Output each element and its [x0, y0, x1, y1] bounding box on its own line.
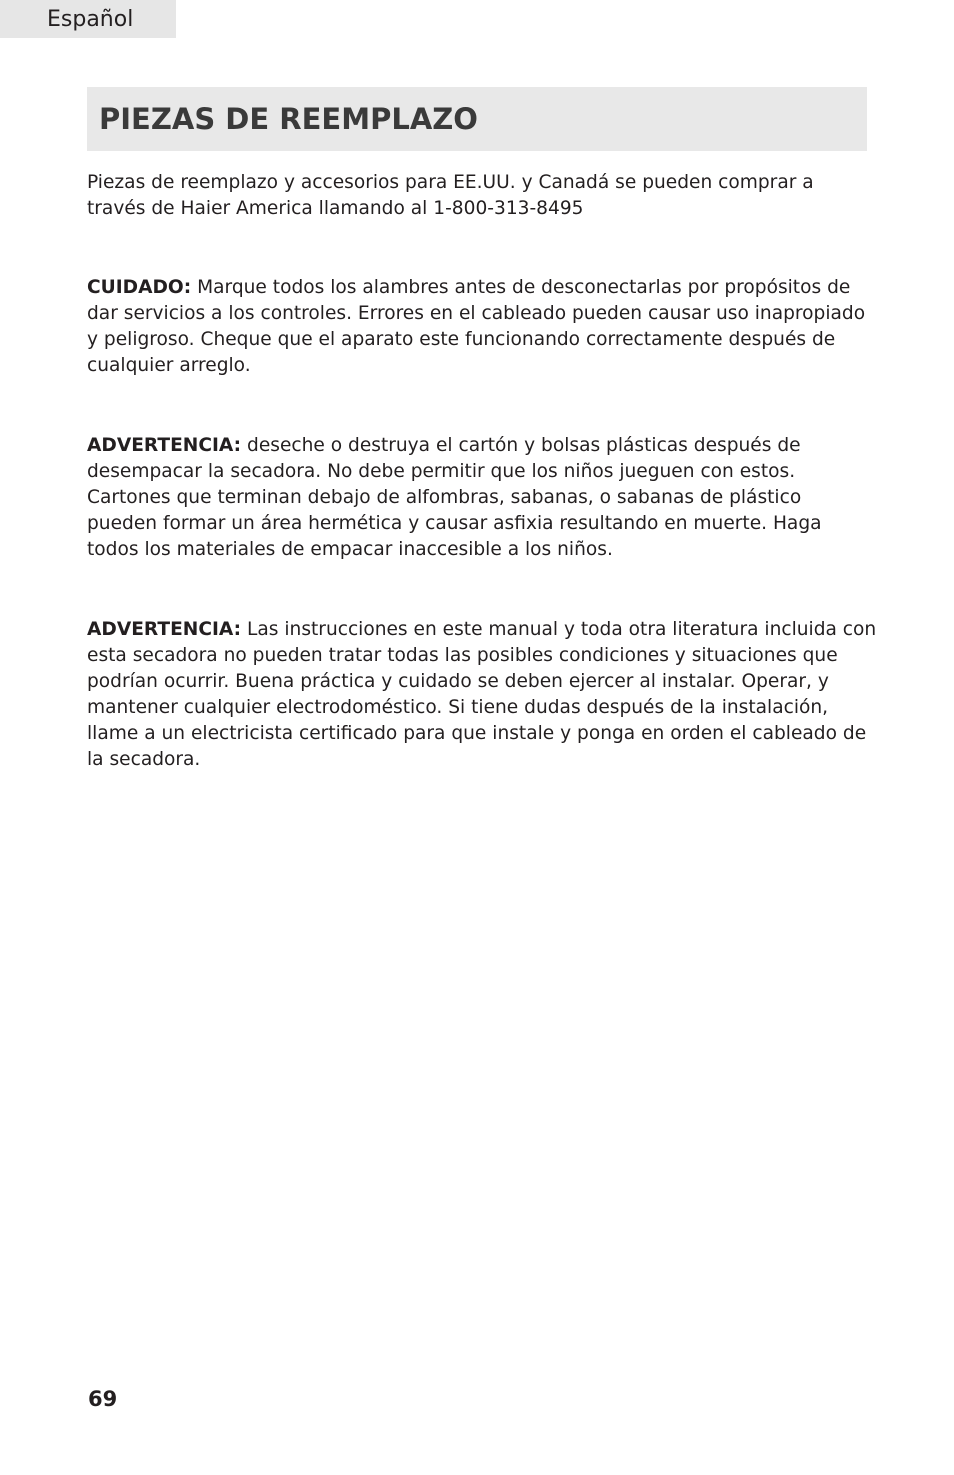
section-title-bar [87, 87, 867, 151]
paragraph-warning-packaging [87, 433, 877, 563]
warning-label: ADVERTENCIA: [87, 435, 242, 456]
paragraph-text: deseche o destruya el cartón y bolsas plásticas después de desempacar la secadora. No debe permitir que los niños jueguen con estos. Cartones que terminan debajo de alfombras, sabanas, o sabanas de plástico pueden formar un área hermética y causar asfixia resultando en muerte. Haga todos los materiales de empacar inaccesible a los niños. [87, 435, 822, 560]
paragraph-text: Piezas de reemplazo y accesorios para EE.UU. y Canadá se pueden comprar a través de Haier America llamando al 1-800-313-8495 [87, 172, 814, 219]
page-number: 69 [88, 1387, 118, 1411]
paragraph-caution [87, 275, 877, 379]
section-title: PIEZAS DE REEMPLAZO [99, 102, 478, 136]
language-tab-label: Español [47, 7, 134, 32]
language-tab [0, 0, 176, 38]
paragraph-replacement-parts [87, 170, 877, 222]
paragraph-text: Marque todos los alambres antes de desconectarlas por propósitos de dar servicios a los controles. Errores en el cableado pueden causar uso inapropiado y peligroso. Cheque que el aparato este funcionando correctamente después de cualquier arreglo. [87, 277, 866, 376]
paragraph-text: Las instrucciones en este manual y toda otra literatura incluida con esta secadora no pueden tratar todas las posibles condiciones y situaciones que podrían ocurrir. Buena práctica y cuidado se deben ejercer al instalar. Operar, y mantener cualquier electrodoméstico. Si tiene dudas después de la instalación, llame a un electricista certificado para que instale y ponga en orden el cableado de la secadora. [87, 619, 877, 770]
caution-label: CUIDADO: [87, 277, 192, 298]
paragraph-warning-instructions [87, 617, 877, 773]
warning-label: ADVERTENCIA: [87, 619, 242, 640]
